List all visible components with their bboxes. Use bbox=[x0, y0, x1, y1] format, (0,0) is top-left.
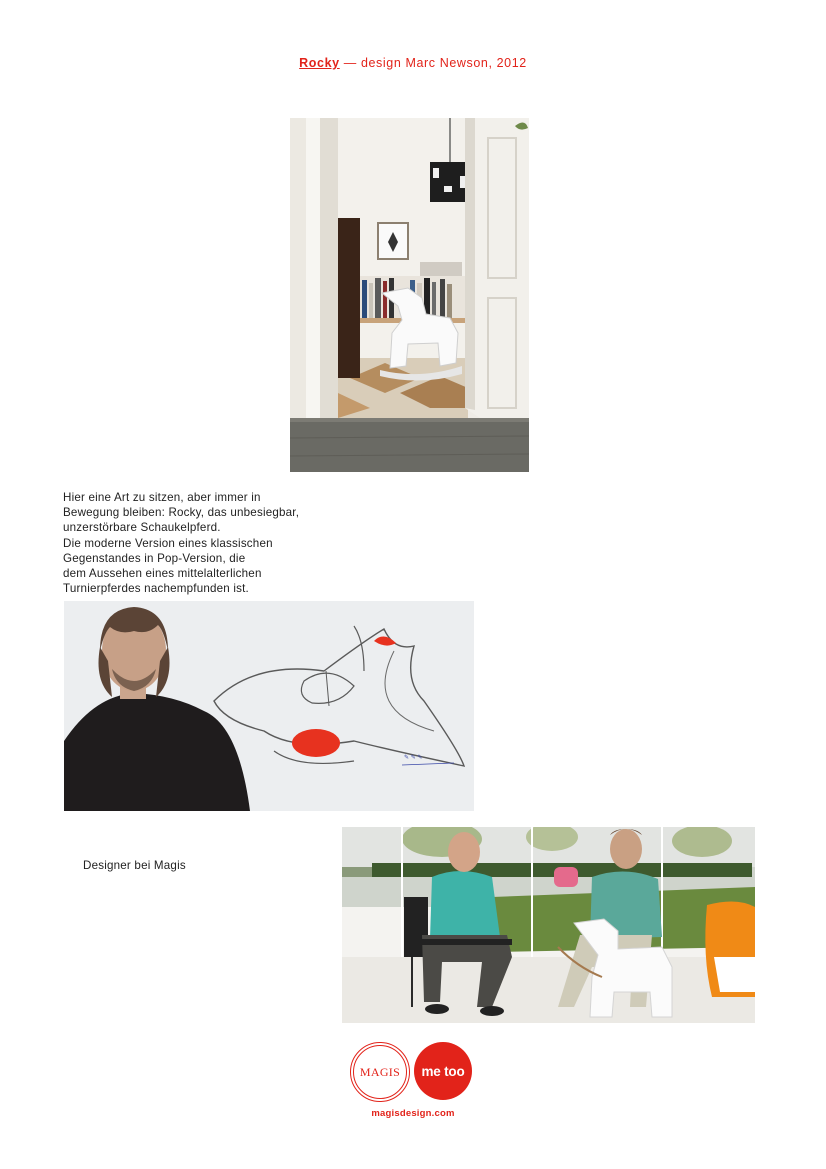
magis-logo-text: MAGIS bbox=[353, 1045, 407, 1099]
svg-text:✎ ✎ ✎: ✎ ✎ ✎ bbox=[404, 755, 423, 761]
page-title bbox=[0, 56, 826, 70]
website-link[interactable]: magisdesign.com bbox=[371, 1108, 455, 1119]
designer-sketch-photo bbox=[64, 601, 474, 811]
description-line: unzerstörbare Schaukelpferd. bbox=[63, 521, 221, 535]
description-line: Gegenstandes in Pop-Version, die bbox=[63, 551, 246, 565]
interior-photo-illustration bbox=[290, 118, 529, 472]
description-line: Hier eine Art zu sitzen, aber immer in bbox=[63, 491, 261, 504]
description-line: Turnierpferdes nachempfunden ist. bbox=[63, 582, 249, 596]
me-too-logo: me too bbox=[414, 1042, 472, 1100]
photo-caption: Designer bei Magis bbox=[83, 859, 186, 872]
product-description bbox=[63, 490, 353, 596]
conversation-photo bbox=[342, 827, 755, 1023]
product-name-link[interactable]: Rocky bbox=[299, 56, 340, 70]
description-line: Die moderne Version eines klassischen bbox=[63, 536, 273, 550]
interior-photo bbox=[290, 118, 529, 472]
description-line: Bewegung bleiben: Rocky, das unbesiegbar, bbox=[63, 506, 300, 520]
designer-sketch-illustration bbox=[64, 601, 474, 811]
designer-credit: — design Marc Newson, 2012 bbox=[339, 56, 527, 70]
conversation-photo-illustration bbox=[342, 827, 755, 1023]
magis-logo bbox=[350, 1042, 410, 1102]
description-line: dem Aussehen eines mittelalterlichen bbox=[63, 567, 262, 581]
